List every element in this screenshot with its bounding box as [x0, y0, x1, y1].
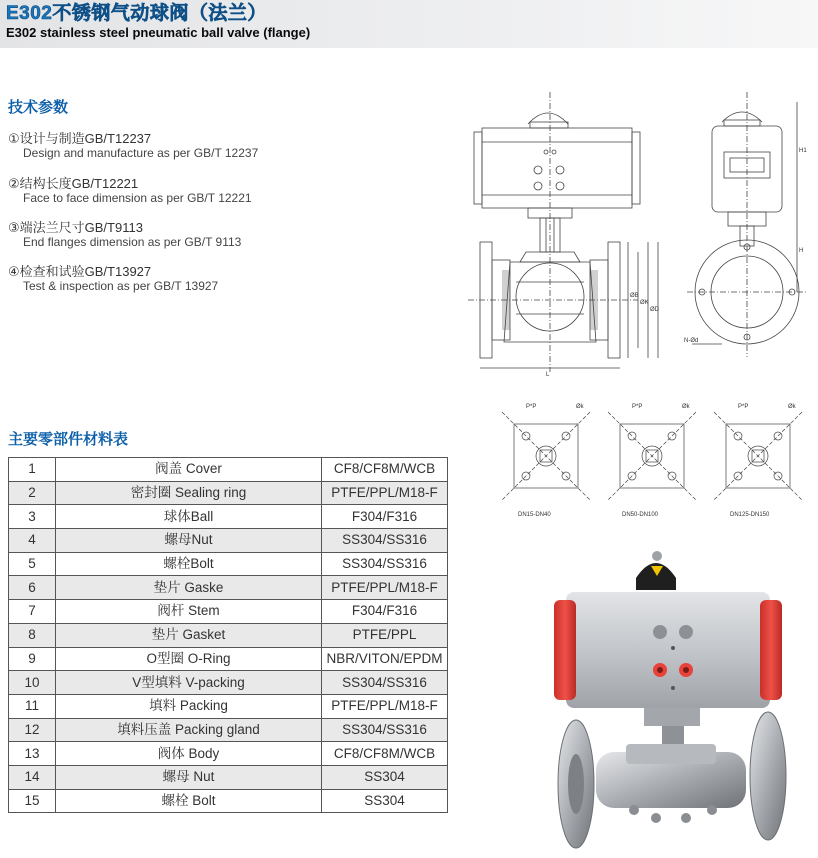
- table-row: [9, 552, 448, 576]
- spec-item-en: Design and manufacture as per GB/T 12237: [23, 146, 259, 160]
- part-no: 1: [9, 458, 56, 482]
- table-row: [9, 623, 448, 647]
- table-row: [9, 765, 448, 789]
- part-no: 3: [9, 505, 56, 529]
- table-row: [9, 600, 448, 624]
- table-row: [9, 576, 448, 600]
- part-no: 15: [9, 789, 56, 813]
- spec-item-en: End flanges dimension as per GB/T 9113: [23, 235, 242, 249]
- part-material: SS304/SS316: [322, 552, 448, 576]
- part-name: 垫片 Gaske: [56, 576, 322, 600]
- part-name: 阀体 Body: [56, 742, 322, 766]
- page-title-en: E302 stainless steel pneumatic ball valve (flange): [6, 25, 311, 40]
- part-no: 5: [9, 552, 56, 576]
- part-name: O型圈 O-Ring: [56, 647, 322, 671]
- dim-b-label: ØB: [630, 293, 639, 299]
- part-no: 10: [9, 671, 56, 695]
- valve-product-photo: [536, 548, 812, 850]
- part-material: SS304/SS316: [322, 671, 448, 695]
- part-name: 填料压盖 Packing gland: [56, 718, 322, 742]
- pattern-caption: DN50-DN100: [622, 512, 659, 518]
- part-no: 12: [9, 718, 56, 742]
- table-row: [9, 458, 448, 482]
- part-material: PTFE/PPL: [322, 623, 448, 647]
- dim-k-label: ØK: [640, 300, 649, 306]
- pattern-k-label: Øk: [576, 404, 584, 410]
- spec-item-cn: ③端法兰尺寸GB/T9113: [8, 220, 143, 235]
- spec-item-cn: ②结构长度GB/T12221: [8, 176, 139, 191]
- parts-table: [8, 457, 448, 813]
- specs-heading: 技术参数: [8, 99, 69, 116]
- part-material: PTFE/PPL/M18-F: [322, 481, 448, 505]
- valve-side-view-drawing: [682, 92, 812, 368]
- part-name: 螺栓 Bolt: [56, 789, 322, 813]
- part-material: SS304/SS316: [322, 718, 448, 742]
- pattern-caption: DN15-DN40: [518, 512, 551, 518]
- part-name: 填料 Packing: [56, 694, 322, 718]
- dim-h1-label: H1: [799, 148, 807, 154]
- part-no: 11: [9, 694, 56, 718]
- spec-item-cn: ④检查和试验GB/T13927: [8, 264, 152, 279]
- flange-patterns-drawing: [490, 400, 810, 522]
- dim-h-label: H: [799, 248, 804, 254]
- part-no: 14: [9, 765, 56, 789]
- header-banner: [0, 0, 818, 48]
- spec-item: [8, 220, 241, 250]
- part-material: SS304: [322, 789, 448, 813]
- table-row: [9, 481, 448, 505]
- spec-item: [8, 264, 218, 294]
- pattern-pp-label: P*P: [632, 404, 643, 410]
- part-name: 螺母 Nut: [56, 765, 322, 789]
- spec-item: [8, 176, 252, 206]
- part-no: 9: [9, 647, 56, 671]
- part-material: SS304/SS316: [322, 529, 448, 553]
- table-row: [9, 505, 448, 529]
- part-material: CF8/CF8M/WCB: [322, 458, 448, 482]
- part-material: SS304: [322, 765, 448, 789]
- pattern-k-label: Øk: [682, 404, 690, 410]
- part-material: NBR/VITON/EPDM: [322, 647, 448, 671]
- spec-item: [8, 131, 258, 161]
- part-material: F304/F316: [322, 505, 448, 529]
- dim-l-label: L: [546, 372, 550, 378]
- spec-item-en: Test & inspection as per GB/T 13927: [23, 279, 219, 293]
- spec-item-cn: ①设计与制造GB/T12237: [8, 131, 152, 146]
- table-row: [9, 647, 448, 671]
- pattern-caption: DN125-DN150: [730, 512, 770, 518]
- table-row: [9, 742, 448, 766]
- page-title-cn: E302不锈钢气动球阀（法兰）: [6, 3, 267, 24]
- part-no: 6: [9, 576, 56, 600]
- table-row: [9, 694, 448, 718]
- valve-front-section-drawing: [468, 92, 668, 380]
- part-no: 2: [9, 481, 56, 505]
- part-material: F304/F316: [322, 600, 448, 624]
- part-name: 阀杆 Stem: [56, 600, 322, 624]
- table-row: [9, 789, 448, 813]
- part-name: V型填料 V-packing: [56, 671, 322, 695]
- parts-heading: 主要零部件材料表: [8, 431, 129, 448]
- pattern-pp-label: P*P: [738, 404, 749, 410]
- part-material: PTFE/PPL/M18-F: [322, 576, 448, 600]
- part-no: 13: [9, 742, 56, 766]
- part-no: 4: [9, 529, 56, 553]
- spec-item-en: Face to face dimension as per GB/T 12221: [23, 191, 252, 205]
- part-name: 阀盖 Cover: [56, 458, 322, 482]
- part-no: 8: [9, 623, 56, 647]
- part-material: PTFE/PPL/M18-F: [322, 694, 448, 718]
- table-row: [9, 529, 448, 553]
- dim-nd-label: N-Ød: [684, 338, 699, 344]
- table-row: [9, 718, 448, 742]
- part-name: 螺母Nut: [56, 529, 322, 553]
- table-row: [9, 671, 448, 695]
- part-name: 垫片 Gasket: [56, 623, 322, 647]
- part-name: 螺栓Bolt: [56, 552, 322, 576]
- pattern-pp-label: P*P: [526, 404, 537, 410]
- dim-d-label: ØD: [650, 307, 659, 313]
- pattern-k-label: Øk: [788, 404, 796, 410]
- part-no: 7: [9, 600, 56, 624]
- part-name: 密封圈 Sealing ring: [56, 481, 322, 505]
- part-material: CF8/CF8M/WCB: [322, 742, 448, 766]
- part-name: 球体Ball: [56, 505, 322, 529]
